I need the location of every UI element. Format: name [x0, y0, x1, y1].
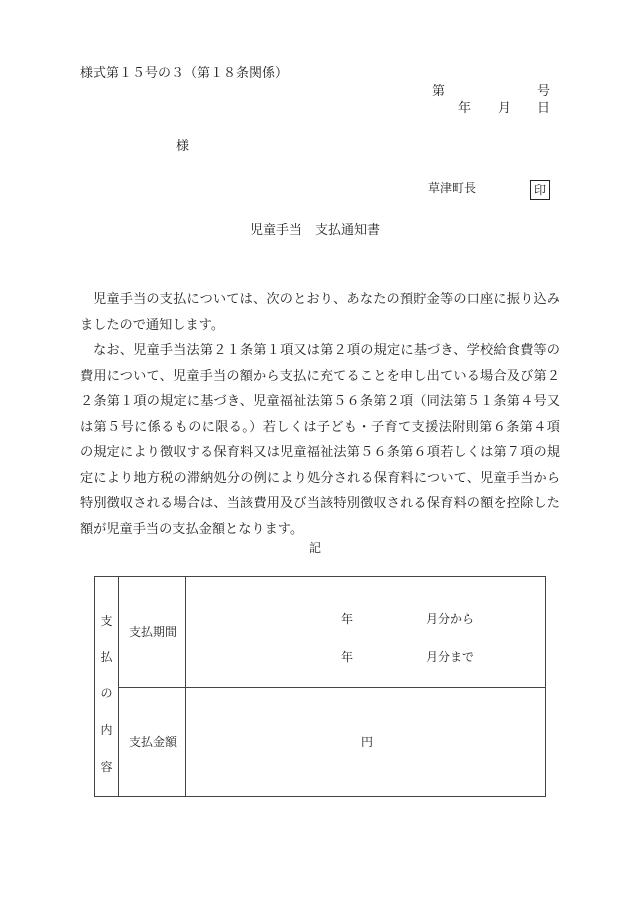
period-to-year: 年: [341, 650, 354, 664]
document-number-suffix: 号: [537, 84, 551, 99]
payment-amount-unit: 円: [361, 735, 374, 749]
date-month-label: 月: [498, 101, 512, 116]
document-title: 児童手当 支払通知書: [249, 223, 380, 238]
vertical-label-char: 容: [100, 760, 113, 774]
issuer-name: 草津町長: [428, 181, 477, 195]
addressee-suffix: 様: [176, 139, 190, 154]
vertical-label-char: の: [100, 686, 113, 700]
period-to-month: 月分まで: [426, 650, 475, 664]
table-divider-row: [118, 687, 545, 688]
payment-content-table: [94, 576, 546, 797]
period-from-year: 年: [341, 612, 354, 626]
body-paragraph-2: なお、児童手当法第２１条第１項又は第２項の規定に基づき、学校給食費等の費用について、児童手当の額から支払に充てることを申し出ている場合及び第２２条第１項の規定に基づき、児童福祉法第５６条第２項（同法第５１条第４号又は第５号に係るものに限る。）若しくは子ども・子育て支援法附則第６条第４項の規定により徴収する保育料又は児童福祉法第５６条第６項若しくは第７項の規定により地方税の滞納処分の例により処分される保育料について、児童手当から特別徴収される場合は、当該費用及び当該特別徴収される保育料の額を控除した額が児童手当の支払金額となります。: [80, 343, 560, 537]
body-text: [80, 287, 560, 542]
vertical-label-char: 払: [100, 650, 113, 664]
document-number-prefix: 第: [432, 84, 446, 99]
vertical-section-label: [95, 577, 118, 796]
form-number: 様式第１５号の３（第１８条関係）: [80, 66, 289, 81]
seal-stamp: 印: [530, 180, 550, 200]
vertical-label-char: 支: [100, 614, 113, 628]
date-year-label: 年: [458, 101, 472, 116]
body-paragraph-1: 児童手当の支払については、次のとおり、あなたの預貯金等の口座に振り込みましたので通知します。: [80, 292, 560, 333]
payment-period-label: 支払期間: [129, 625, 178, 639]
vertical-label-char: 内: [100, 723, 113, 737]
date-day-label: 日: [537, 101, 551, 116]
period-from-month: 月分から: [426, 612, 475, 626]
ki-label: 記: [308, 541, 321, 555]
payment-amount-label: 支払金額: [129, 735, 178, 749]
